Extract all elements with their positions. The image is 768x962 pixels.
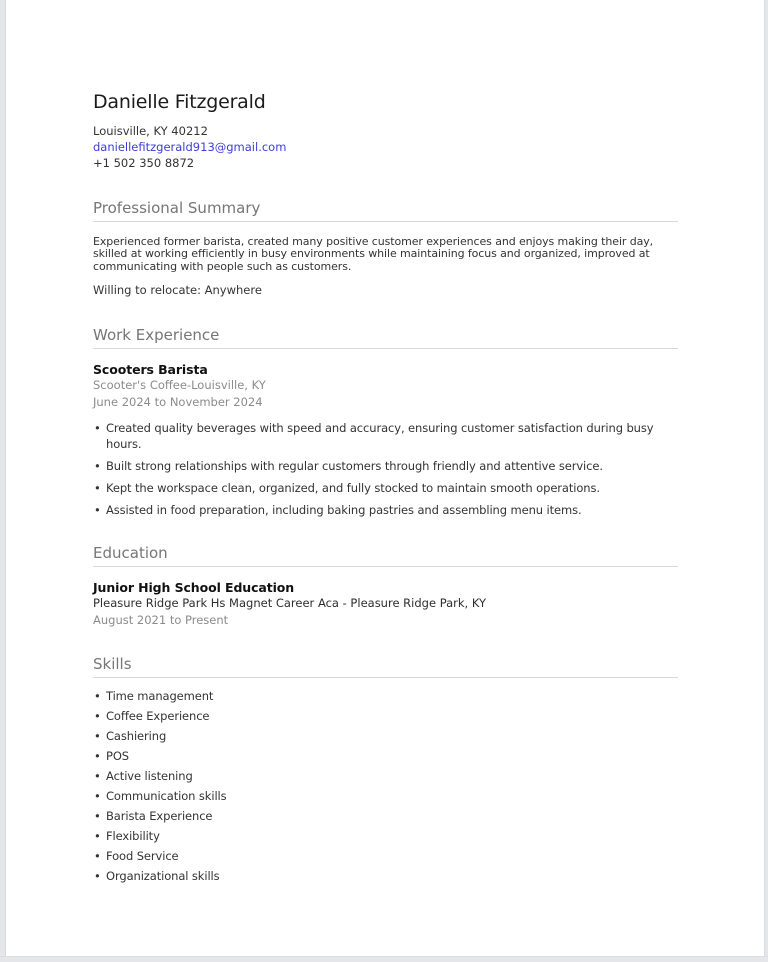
page-edge-left: [0, 0, 6, 962]
skills-list: [93, 688, 678, 884]
section-heading-professional-summary: Professional Summary: [93, 199, 261, 217]
skill-item: • Organizational skills: [93, 868, 678, 884]
skill-item: • POS: [93, 748, 678, 764]
candidate-location: Louisville, KY 40212: [93, 124, 208, 138]
job-company: Scooter's Coffee-Louisville, KY: [93, 378, 266, 393]
skill-item: • Flexibility: [93, 828, 678, 844]
contact-block: [93, 123, 678, 171]
section-divider: [93, 348, 678, 349]
candidate-name: Danielle Fitzgerald: [93, 91, 266, 113]
skill-item: • Food Service: [93, 848, 678, 864]
section-heading-skills: Skills: [93, 655, 132, 674]
education-degree: Junior High School Education: [93, 580, 295, 596]
skill-item: • Cashiering: [93, 728, 678, 744]
skill-item: • Communication skills: [93, 788, 678, 804]
skill-item: • Active listening: [93, 768, 678, 784]
page-edge-right: [764, 0, 768, 962]
job-bullet-item: • Kept the workspace clean, organized, and fully stocked to maintain smooth operations.: [93, 480, 678, 496]
job-bullet-list: [93, 420, 678, 518]
relocation-note: Willing to relocate: Anywhere: [93, 283, 262, 298]
section-divider: [93, 566, 678, 567]
job-dates: June 2024 to November 2024: [93, 394, 263, 409]
job-bullet-item: • Built strong relationships with regular customers through friendly and attentive service.: [93, 458, 678, 474]
section-heading-education: Education: [93, 544, 168, 563]
job-title: Scooters Barista: [93, 362, 208, 378]
job-bullet-item: • Assisted in food preparation, including baking pastries and assembling menu items.: [93, 502, 678, 518]
resume-content: [93, 0, 678, 888]
candidate-phone: +1 502 350 8872: [93, 156, 195, 170]
skill-item: • Coffee Experience: [93, 708, 678, 724]
job-bullet-item: • Created quality beverages with speed and accuracy, ensuring customer satisfaction during busy hours.: [93, 420, 678, 452]
candidate-email-link[interactable]: daniellefitzgerald913@gmail.com: [93, 140, 287, 154]
education-dates: August 2021 to Present: [93, 612, 229, 627]
summary-paragraph: Experienced former barista, created many positive customer experiences and enjoys making their day, skilled at working efficiently in busy environments while maintaining focus and organized, improved at communicating with people such as customers.: [93, 235, 654, 273]
skill-item: • Time management: [93, 688, 678, 704]
section-divider: [93, 221, 678, 222]
section-heading-work-experience: Work Experience: [93, 326, 220, 345]
section-divider: [93, 677, 678, 678]
education-school: Pleasure Ridge Park Hs Magnet Career Aca - Pleasure Ridge Park, KY: [93, 596, 487, 611]
skill-item: • Barista Experience: [93, 808, 678, 824]
page-edge-bottom: [0, 956, 768, 962]
